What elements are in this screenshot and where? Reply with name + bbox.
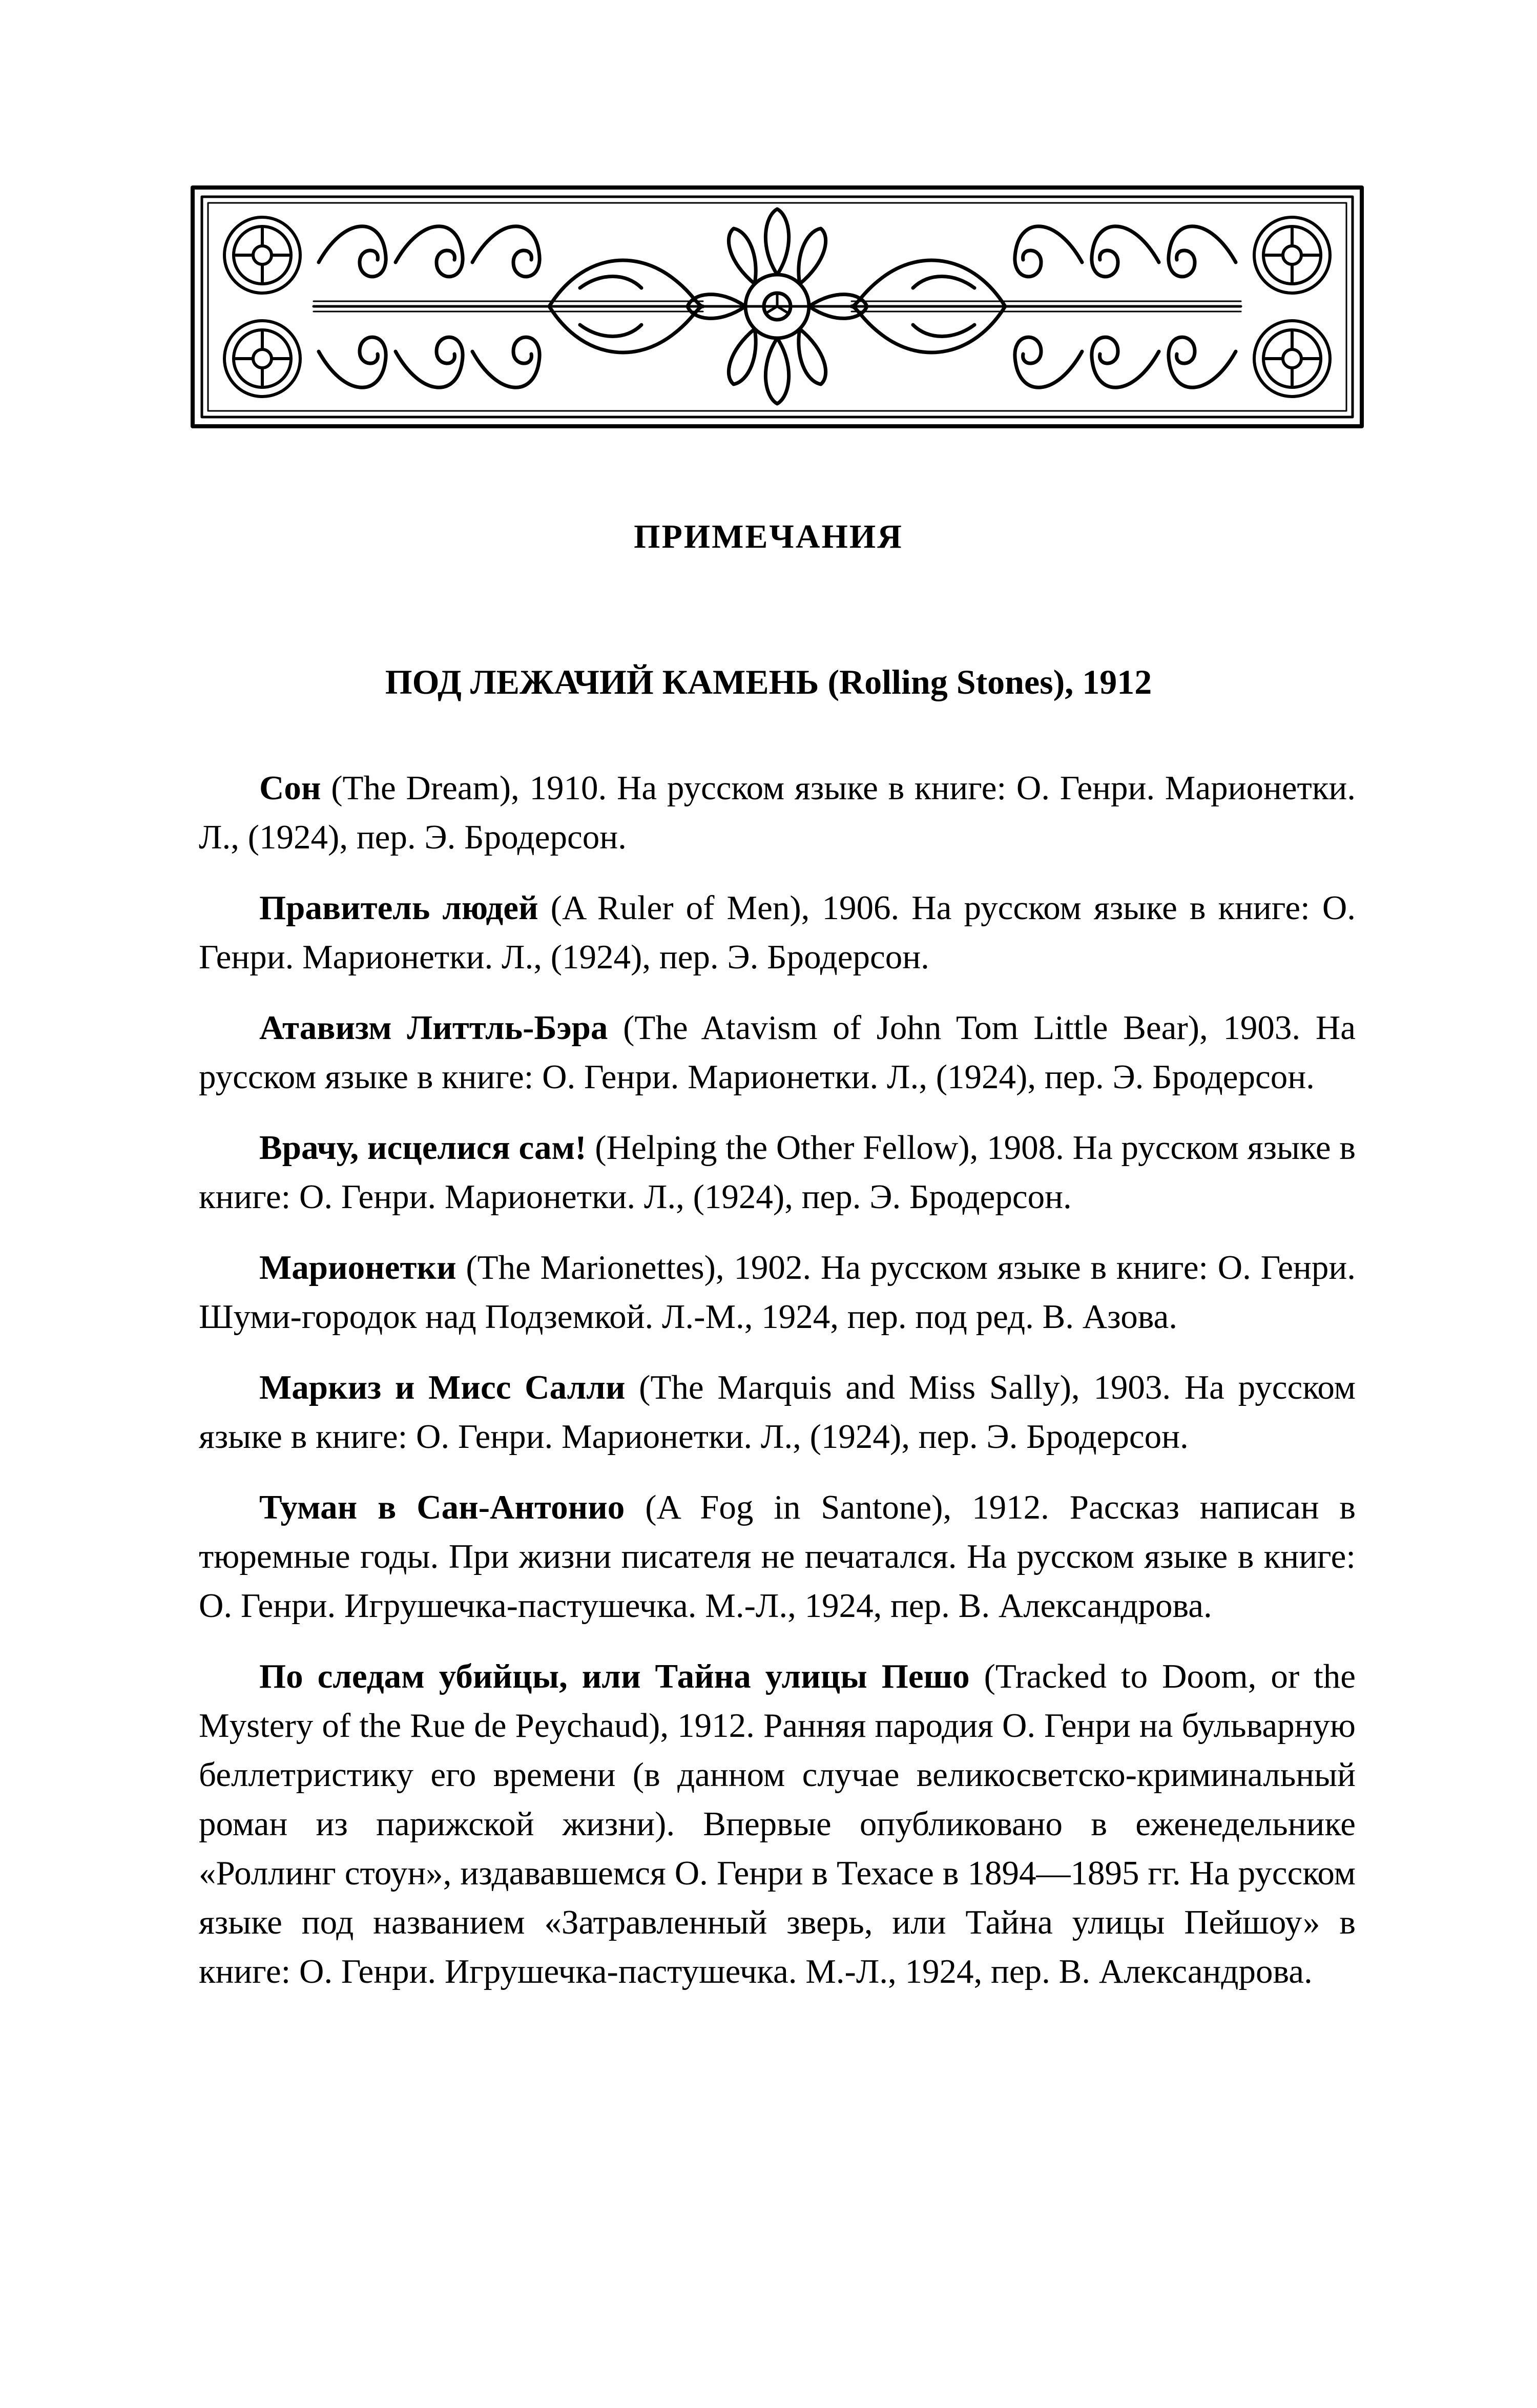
note-title: Марионетки (259, 1249, 456, 1286)
page-heading: ПРИМЕЧАНИЯ (634, 518, 903, 555)
note-paragraph (199, 1363, 1356, 1461)
note-text: (The Dream), 1910. На русском языке в книге: О. Генри. Марионетки. Л., (1924), пер. Э. Бродерсон. (199, 769, 1356, 856)
note-paragraph (199, 1123, 1356, 1221)
note-paragraph (199, 1243, 1356, 1341)
note-paragraph (199, 1483, 1356, 1630)
note-text: (A Ruler of Men), 1906. На русском языке в книге: О. Генри. Марионетки. Л., (1924), пер. Э. Бродерсон. (199, 889, 1356, 976)
note-text: (A Fog in Santone), 1912. Рассказ написан в тюремные годы. При жизни писателя не печатался. На русском языке в книге: О. Генри. Игрушечка-пастушечка. М.-Л., 1924, пер. В. Александрова. (199, 1488, 1356, 1625)
note-text: (Tracked to Doom, or the Mystery of the Rue de Peychaud), 1912. Ранняя пародия О. Генри на бульварную беллетристику его времени (в данном случае великосветско-криминальный роман из парижской жизни). Впервые опубликовано в еженедельнике «Роллинг стоун», издававшемся О. Генри в Техасе в 1894—1895 гг. На русском языке под названием «Затравленный зверь, или Тайна улицы Пейшоу» в книге: О. Генри. Игрушечка-пастушечка. М.-Л., 1924, пер. В. Александрова. (199, 1657, 1356, 1990)
note-text: (Helping the Other Fellow), 1908. На русском языке в книге: О. Генри. Марионетки. Л., (1924), пер. Э. Бродерсон. (199, 1129, 1356, 1216)
note-title: Сон (259, 769, 321, 807)
section-subheading: ПОД ЛЕЖАЧИЙ КАМЕНЬ (Rolling Stones), 1912 (385, 662, 1152, 701)
note-title: Атавизм Литтль-Бэра (259, 1009, 608, 1047)
ornamental-header-frame (191, 185, 1364, 428)
note-paragraph (199, 763, 1356, 862)
note-paragraph (199, 1003, 1356, 1102)
note-title: Правитель людей (259, 889, 538, 927)
note-paragraph (199, 1652, 1356, 1996)
note-title: Маркиз и Мисс Салли (259, 1368, 626, 1406)
note-text: (The Marionettes), 1902. На русском языке в книге: О. Генри. Шуми-городок над Подземкой. Л.-М., 1924, пер. под ред. В. Азова. (199, 1249, 1356, 1336)
note-text: (The Marquis and Miss Sally), 1903. На русском языке в книге: О. Генри. Марионетки. Л., (1924), пер. Э. Бродерсон. (199, 1368, 1356, 1456)
note-paragraph (199, 883, 1356, 982)
notes-list (199, 763, 1356, 2018)
note-title: Врачу, исцелися сам! (259, 1129, 587, 1167)
note-text: (The Atavism of John Tom Little Bear), 1903. На русском языке в книге: О. Генри. Марионетки. Л., (1924), пер. Э. Бродерсон. (199, 1009, 1356, 1096)
note-title: Туман в Сан-Антонио (259, 1488, 625, 1526)
note-title: По следам убийцы, или Тайна улицы Пешо (259, 1657, 970, 1695)
